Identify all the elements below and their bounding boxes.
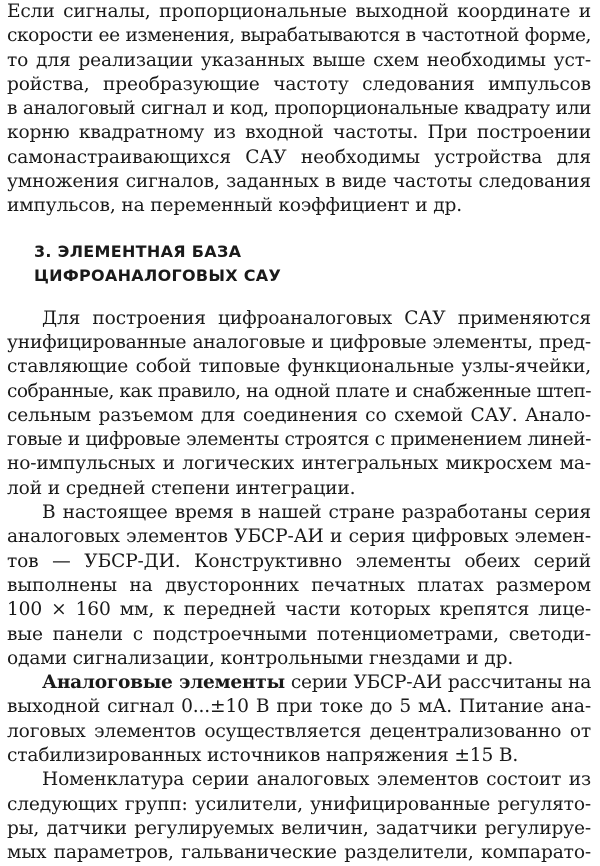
text-line: самонастраивающихся САУ необходимы устройства для bbox=[7, 146, 591, 168]
text-line: унифицированные аналоговые и цифровые элементы, пред- bbox=[7, 331, 591, 353]
text-line bbox=[7, 671, 591, 695]
text-line: логовых элементов осуществляется децентрализованно от bbox=[7, 720, 591, 742]
text-line: в аналоговый сигнал и код, пропорциональные квадрату или bbox=[7, 98, 591, 120]
text-line: ры, датчики регулируемых величин, задатчики регулируе- bbox=[7, 817, 591, 839]
text-line: ставляющие собой типовые функциональные узлы-ячейки, bbox=[7, 356, 591, 378]
paragraph bbox=[7, 768, 591, 865]
text-line: скорости ее изменения, вырабатываются в частотной форме, bbox=[7, 25, 591, 47]
text-line: но-импульсных и логических интегральных микросхем ма- bbox=[7, 453, 591, 475]
text-line: говые и цифровые элементы строятся с применением линей- bbox=[7, 429, 591, 451]
section-heading bbox=[7, 240, 591, 288]
text-line: Номенклатура серии аналоговых элементов состоит из bbox=[42, 769, 591, 791]
text-line: 100 × 160 мм, к передней части которых крепятся лице- bbox=[7, 599, 591, 621]
text-line: выполнены на двусторонних печатных платах размером bbox=[7, 574, 591, 596]
text-line: стабилизированных источников напряжения ±15 В. bbox=[7, 745, 519, 767]
text-line: то для реализации указанных выше схем необходимы уст- bbox=[7, 49, 591, 71]
section-heading-line: ЦИФРОАНАЛОГОВЫХ САУ bbox=[34, 265, 282, 285]
paragraph bbox=[7, 501, 591, 671]
document-page bbox=[7, 0, 591, 866]
text-line: умножения сигналов, заданных в виде частоты следования bbox=[7, 171, 591, 193]
paragraph bbox=[7, 307, 591, 501]
text-line: В настоящее время в нашей стране разработаны серия bbox=[42, 502, 591, 524]
paragraph bbox=[7, 0, 591, 219]
text-line: вые панели с подстроечными потенциометрами, светоди- bbox=[7, 623, 591, 645]
text-run: серии УБСР-АИ рассчитаны на bbox=[284, 672, 591, 694]
bold-term: Аналоговые элементы bbox=[42, 672, 285, 694]
text-line: Для построения цифроаналоговых САУ применяются bbox=[42, 307, 591, 329]
text-line: собранные, как правило, на одной плате и снабженные штеп- bbox=[7, 380, 591, 402]
text-line: мых параметров, гальванические разделители, компарато- bbox=[7, 842, 591, 864]
text-line: аналоговых элементов УБСР-АИ и серия цифровых элемен- bbox=[7, 526, 591, 548]
text-line: выходной сигнал 0...±10 В при токе до 5 мА. Питание ана- bbox=[7, 696, 591, 718]
text-line: одами сигнализации, контрольными гнездами и др. bbox=[7, 647, 514, 669]
text-line: ройства, преобразующие частоту следования импульсов bbox=[7, 73, 591, 95]
text-line: лой и средней степени интеграции. bbox=[7, 477, 356, 499]
section-heading-line: 3. ЭЛЕМЕНТНАЯ БАЗА bbox=[34, 241, 242, 261]
text-line: импульсов, на переменный коэффициент и др. bbox=[7, 195, 463, 217]
text-line: Если сигналы, пропорциональные выходной координате и bbox=[7, 1, 591, 22]
text-line: следующих групп: усилители, унифицированные регулято- bbox=[7, 793, 591, 815]
text-line: тов — УБСР-ДИ. Конструктивно элементы обеих серий bbox=[7, 550, 591, 572]
text-line: сельным разъемом для соединения со схемой САУ. Анало- bbox=[7, 404, 591, 426]
text-line: корню квадратному из входной частоты. При построении bbox=[7, 122, 591, 144]
paragraph bbox=[7, 671, 591, 768]
